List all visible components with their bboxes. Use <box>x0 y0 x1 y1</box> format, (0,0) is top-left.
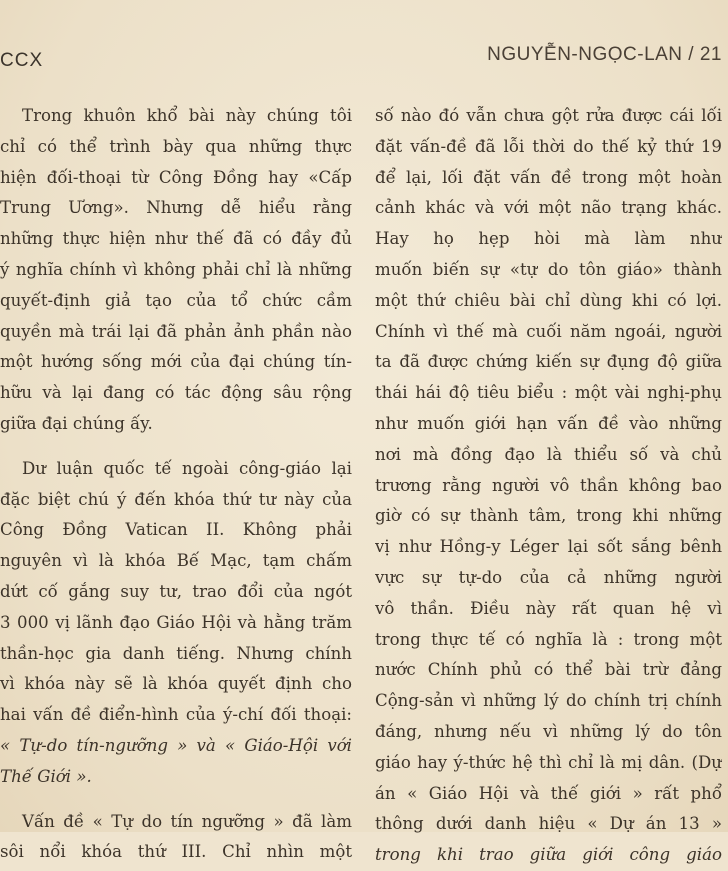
text-line: chỉ có thể trình bày qua những thực <box>0 136 352 156</box>
text-line: trong thực tế có nghĩa là : trong một <box>375 629 722 649</box>
text-line: muốn biến sự «tự do tôn giáo» thành <box>375 259 722 279</box>
text-line: nơi mà đồng đạo là thiểu số và chủ <box>375 444 722 464</box>
text-line: dứt cố gắng suy tư, trao đổi của ngót <box>0 581 352 601</box>
text-line: như muốn giới hạn vấn đề vào những <box>375 413 722 433</box>
text-line: Cộng-sản vì những lý do chính trị chính <box>375 691 722 711</box>
text-line: Hay họ hẹp hòi mà làm như <box>375 229 722 249</box>
text-line: 3 000 vị lãnh đạo Giáo Hội và hằng trăm <box>0 612 352 632</box>
text-line: hữu và lại đang có tác động sâu rộng <box>0 383 352 403</box>
text-line: Trong khuôn khổ bài này chúng tôi <box>22 106 352 125</box>
text-line: số nào đó vẫn chưa gột rửa được cái lối <box>375 106 722 125</box>
text-line: vô thần. Điều này rất quan hệ vì <box>375 598 722 618</box>
text-line: Thế Giới ». <box>0 766 92 786</box>
text-line: Trung Ương». Nhưng dễ hiểu rằng <box>0 198 352 218</box>
text-line: đặt vấn-đề đã lỗi thời do thế kỷ thứ 19 <box>375 136 722 156</box>
left-text-column <box>0 101 352 868</box>
text-line: đặc biệt chú ý đến khóa thứ tư này của <box>0 489 352 509</box>
text-line: trương rằng người vô thần không bao <box>375 475 722 495</box>
text-line: giữa đại chúng ấy. <box>0 413 153 433</box>
text-line: để lại, lối đặt vấn đề trong một hoàn <box>375 167 722 187</box>
text-line: hiện đối-thoại từ Công Đồng hay «Cấp <box>0 167 352 187</box>
text-line: vực sự tự-do của cả những người <box>375 567 722 587</box>
text-line: một hướng sống mới của đại chúng tín- <box>0 352 352 372</box>
text-line: trong khi trao giữa giới công giáo <box>375 845 722 865</box>
text-line: thông dưới danh hiệu « Dự án 13 » <box>375 814 722 834</box>
text-line: sôi nổi khóa thứ III. Chỉ nhìn một <box>0 842 352 862</box>
text-line: « Tự-do tín-ngưỡng » và « Giáo-Hội với <box>0 735 352 755</box>
text-line: Dư luận quốc tế ngoài công-giáo lại <box>22 458 352 478</box>
text-line: Vấn đề « Tự do tín ngưỡng » đã làm <box>22 811 352 831</box>
text-line: án « Giáo Hội và thế giới » rất phổ <box>375 783 722 803</box>
text-line: cảnh khác và với một não trạng khác. <box>375 198 722 218</box>
text-line: nguyên vì là khóa Bế Mạc, tạm chấm <box>0 551 352 571</box>
text-line: những thực hiện như thế đã có đầy đủ <box>0 229 352 249</box>
text-line: Công Đồng Vatican II. Không phải <box>0 520 352 540</box>
text-line: một thứ chiêu bài chỉ dùng khi có lợi. <box>375 290 722 310</box>
right-text-column <box>375 101 722 871</box>
paragraph-gap <box>0 440 352 454</box>
text-line: đáng, nhưng nếu vì những lý do tôn <box>375 721 722 741</box>
text-line: quyết-định giả tạo của tổ chức cầm <box>0 290 352 310</box>
page-section-label: CCX <box>0 50 44 71</box>
text-line: thái hái độ tiêu biểu : một vài nghị-phụ <box>375 383 722 403</box>
text-line: hai vấn đề điển-hình của ý-chí đối thoại: <box>0 705 352 725</box>
text-line: ta đã được chứng kiến sự đụng độ giữa <box>375 352 722 372</box>
text-line: quyền mà trái lại đã phản ảnh phần nào <box>0 321 352 341</box>
text-line: thần-học gia danh tiếng. Nhưng chính <box>0 643 352 663</box>
text-line: nước Chính phủ có thể bài trừ đảng <box>375 660 722 680</box>
paragraph-gap <box>0 793 352 807</box>
text-line: vì khóa này sẽ là khóa quyết định cho <box>0 674 352 694</box>
text-line: giờ có sự thành tâm, trong khi những <box>375 506 722 526</box>
text-line: Chính vì thế mà cuối năm ngoái, người <box>375 321 722 341</box>
running-header-author-page: NGUYỄN-NGỌC-LAN / 21 <box>487 44 722 65</box>
text-line: giáo hay ý-thức hệ thì chỉ là mị dân. (Dự <box>375 752 722 772</box>
text-line: vị như Hồng-y Léger lại sốt sắng bênh <box>375 537 722 557</box>
text-line: ý nghĩa chính vì không phải chỉ là những <box>0 259 352 279</box>
